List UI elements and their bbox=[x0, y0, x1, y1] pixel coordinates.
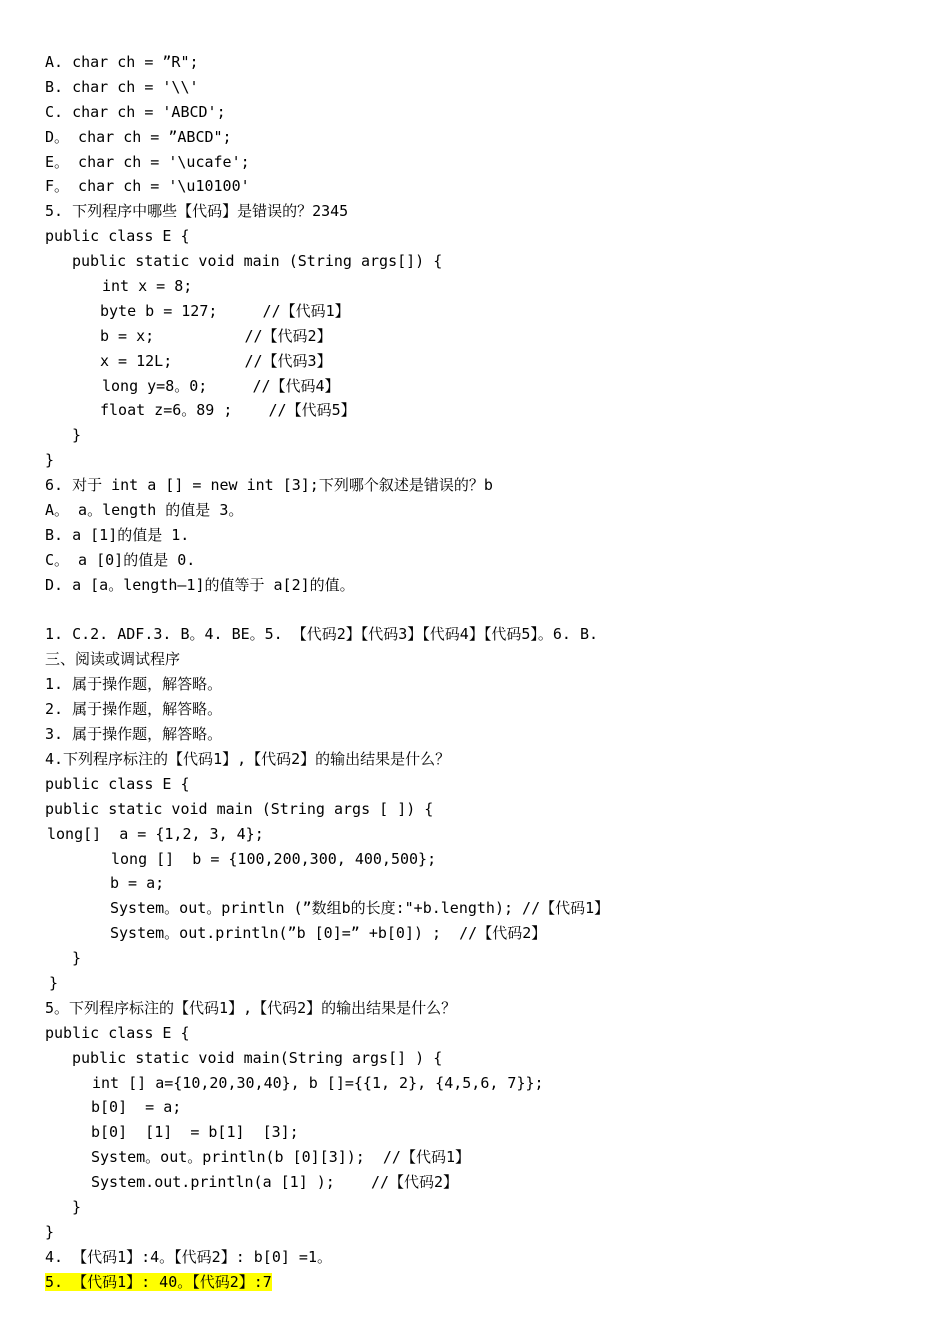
line-text: b[0] = a; bbox=[91, 1098, 182, 1117]
line-text: D。 char ch = ”ABCD"; bbox=[45, 127, 232, 146]
line-text: long y=8。0; //【代码4】 bbox=[102, 376, 340, 395]
text-line bbox=[45, 1195, 925, 1220]
text-line bbox=[45, 697, 925, 722]
line-text: B. char ch = '\\' bbox=[45, 77, 199, 96]
text-line bbox=[45, 573, 925, 598]
line-text: A。 a。length 的值是 3。 bbox=[45, 501, 244, 520]
line-text: } bbox=[45, 451, 55, 470]
text-line bbox=[45, 921, 925, 946]
text-line bbox=[45, 822, 925, 847]
text-line bbox=[45, 324, 925, 349]
line-text: } bbox=[49, 973, 59, 992]
line-text: b[0] [1] = b[1] [3]; bbox=[91, 1123, 299, 1142]
line-text: 6. 对于 int a [] = new int [3];下列哪个叙述是错误的？b bbox=[45, 476, 493, 495]
text-line bbox=[45, 1095, 925, 1120]
text-line bbox=[45, 374, 925, 399]
line-text: } bbox=[45, 1222, 55, 1241]
text-line bbox=[45, 672, 925, 697]
line-text: 5. 下列程序中哪些【代码】是错误的？2345 bbox=[45, 202, 349, 221]
line-text: 3. 属于操作题，解答略。 bbox=[45, 725, 223, 744]
text-line bbox=[45, 174, 925, 199]
text-line bbox=[45, 548, 925, 573]
line-text: public static void main (String args[]) { bbox=[72, 252, 443, 271]
line-text: 4.下列程序标注的【代码1】,【代码2】的输出结果是什么？ bbox=[45, 749, 451, 768]
line-text: byte b = 127; //【代码1】 bbox=[100, 301, 350, 320]
line-text: E。 char ch = '\ucafe'; bbox=[45, 152, 250, 171]
text-line bbox=[45, 847, 925, 872]
line-text: 1. 属于操作题，解答略。 bbox=[45, 675, 223, 694]
text-line bbox=[45, 996, 925, 1021]
line-text: System.out.println(a [1] ); //【代码2】 bbox=[91, 1173, 459, 1192]
line-text: b = x; //【代码2】 bbox=[100, 326, 332, 345]
text-line bbox=[45, 896, 925, 921]
line-text: int [] a={10,20,30,40}, b []={{1, 2}, {4,5,6, 7}}; bbox=[92, 1073, 544, 1092]
line-text: 2. 属于操作题，解答略。 bbox=[45, 700, 223, 719]
text-line bbox=[45, 598, 925, 623]
text-line bbox=[45, 349, 925, 374]
text-line bbox=[45, 398, 925, 423]
line-text: 5. 【代码1】: 40。【代码2】:7 bbox=[45, 1272, 272, 1291]
line-text: } bbox=[72, 426, 82, 445]
line-text: b = a; bbox=[110, 874, 165, 893]
text-line bbox=[45, 299, 925, 324]
line-text: C。 a [0]的值是 0. bbox=[45, 550, 196, 569]
text-line bbox=[45, 448, 925, 473]
text-line bbox=[45, 647, 925, 672]
line-text: } bbox=[72, 949, 82, 968]
text-line bbox=[45, 1021, 925, 1046]
text-line bbox=[45, 224, 925, 249]
line-text: int x = 8; bbox=[102, 277, 193, 296]
text-line bbox=[45, 622, 925, 647]
text-line bbox=[45, 150, 925, 175]
text-line bbox=[45, 498, 925, 523]
text-line bbox=[45, 722, 925, 747]
text-line bbox=[45, 946, 925, 971]
text-line bbox=[45, 1220, 925, 1245]
line-text: B. a [1]的值是 1. bbox=[45, 525, 190, 544]
line-text: public static void main (String args [ ]) { bbox=[45, 799, 434, 818]
text-line bbox=[45, 249, 925, 274]
line-text: D. a [a。length—1]的值等于 a[2]的值。 bbox=[45, 575, 355, 594]
line-text: F。 char ch = '\u10100' bbox=[45, 177, 250, 196]
text-line bbox=[45, 747, 925, 772]
text-line bbox=[45, 423, 925, 448]
text-line bbox=[45, 1270, 925, 1295]
text-line bbox=[45, 1071, 925, 1096]
line-text: } bbox=[72, 1197, 82, 1216]
line-text: A. char ch = ”R"; bbox=[45, 53, 199, 71]
line-text: public class E { bbox=[45, 774, 190, 793]
line-text: long [] b = {100,200,300, 400,500}; bbox=[111, 849, 437, 868]
text-line bbox=[45, 75, 925, 100]
text-line bbox=[45, 523, 925, 548]
text-line bbox=[45, 1145, 925, 1170]
line-text: public static void main(String args[] ) { bbox=[72, 1048, 443, 1067]
text-line bbox=[45, 797, 925, 822]
line-text: 三、阅读或调试程序 bbox=[45, 650, 181, 669]
line-text: 4. 【代码1】:4。【代码2】: b[0] =1。 bbox=[45, 1247, 332, 1266]
line-text: long[] a = {1,2, 3, 4}; bbox=[47, 824, 264, 843]
text-line bbox=[45, 1120, 925, 1145]
line-text: public class E { bbox=[45, 1023, 190, 1042]
line-text: float z=6。89 ; //【代码5】 bbox=[100, 401, 356, 420]
text-line bbox=[45, 50, 925, 75]
line-text: System。out.println(”b [0]=” +b[0]) ; //【代码2】 bbox=[110, 924, 547, 943]
line-text: public class E { bbox=[45, 227, 190, 246]
text-line bbox=[45, 1046, 925, 1071]
text-line bbox=[45, 100, 925, 125]
text-line bbox=[45, 772, 925, 797]
line-text: System。out。println(b [0][3]); //【代码1】 bbox=[91, 1148, 470, 1167]
line-text: 1. C.2. ADF.3. B。4. BE。5. 【代码2】【代码3】【代码4】【代码5】。6. B. bbox=[45, 625, 599, 644]
line-text: 5。下列程序标注的【代码1】,【代码2】的输出结果是什么？ bbox=[45, 998, 457, 1017]
line-text: C. char ch = 'ABCD'; bbox=[45, 102, 226, 121]
line-text: x = 12L; //【代码3】 bbox=[100, 351, 332, 370]
line-text: System。out。println (”数组b的长度:"+b.length); //【代码1】 bbox=[110, 899, 610, 918]
text-line bbox=[45, 1170, 925, 1195]
text-line bbox=[45, 1245, 925, 1270]
text-line bbox=[45, 274, 925, 299]
text-line bbox=[45, 871, 925, 896]
text-line bbox=[45, 473, 925, 498]
document-page bbox=[45, 50, 925, 1295]
text-line bbox=[45, 125, 925, 150]
text-line bbox=[45, 971, 925, 996]
text-line bbox=[45, 199, 925, 224]
